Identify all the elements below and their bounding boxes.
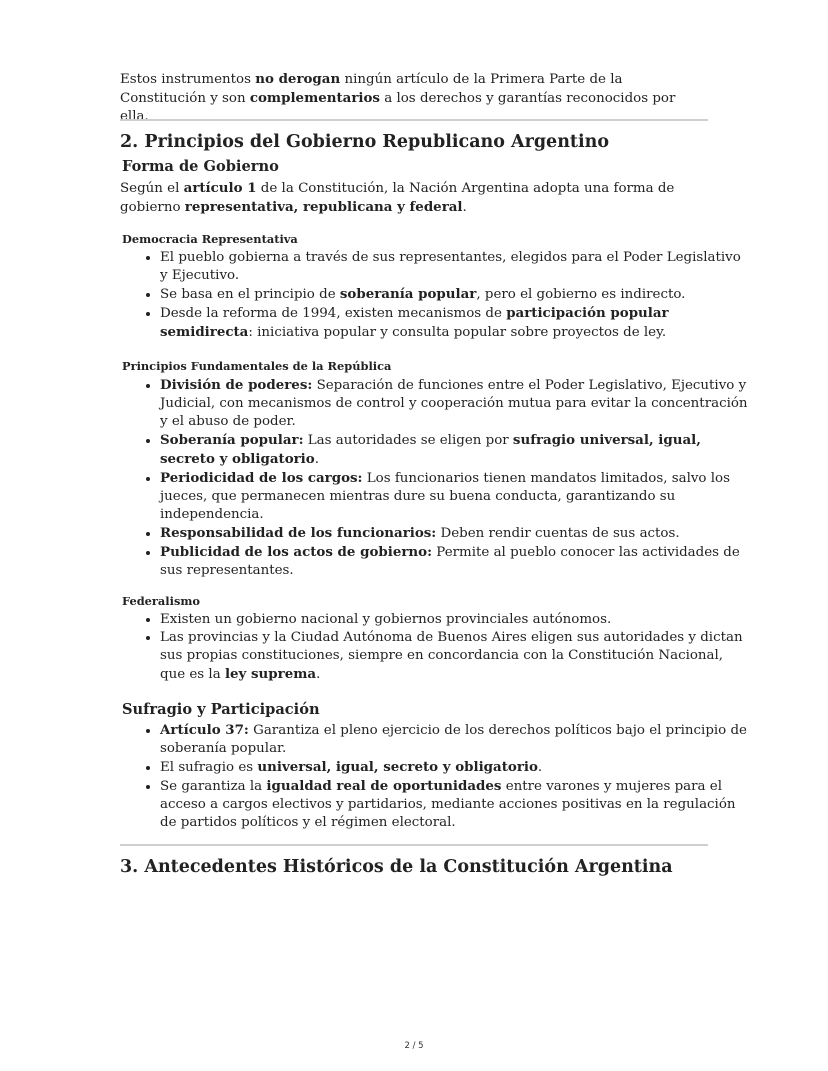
- page-number: 2 / 5: [404, 1041, 424, 1051]
- democracia-list: [120, 249, 748, 342]
- list-item: • Desde la reforma de 1994, existen mecanismos de participación popular semidirecta: iniciativa popular y consulta popular sobre proyectos de ley.: [160, 304, 748, 342]
- intro-bold-2: complementarios: [249, 90, 380, 106]
- list-item: • Periodicidad de los cargos: Los funcionarios tienen mandatos limitados, salvo los jueces, que permanecen mientras dure su buena conducta, garantizando su independencia.: [160, 469, 748, 524]
- federalismo-heading: Federalismo: [122, 594, 201, 608]
- list-item: • El pueblo gobierna a través de sus representantes, elegidos para el Poder Legislativo y Ejecutivo.: [160, 249, 748, 285]
- sufragio-list: [120, 721, 748, 832]
- federalismo-list: [120, 611, 748, 684]
- list-item: • División de poderes: Separación de funciones entre el Poder Legislativo, Ejecutivo y Judicial, con mecanismos de control y cooperación mutua para evitar la concentración y el abuso de poder.: [160, 376, 748, 431]
- list-item: • Artículo 37: Garantiza el pleno ejercicio de los derechos políticos bajo el principio de soberanía popular.: [160, 721, 748, 758]
- list-item: • Se basa en el principio de soberanía popular, pero el gobierno es indirecto.: [160, 285, 748, 304]
- democracia-heading: Democracia Representativa: [122, 232, 298, 246]
- list-item: • Existen un gobierno nacional y gobiernos provinciales autónomos.: [160, 611, 748, 629]
- intro-text-1: Estos instrumentos: [120, 72, 256, 87]
- list-item: • El sufragio es universal, igual, secreto y obligatorio.: [160, 758, 748, 777]
- list-item: • Soberanía popular: Las autoridades se eligen por sufragio universal, igual, secreto y obligatorio.: [160, 431, 748, 469]
- list-item: • Publicidad de los actos de gobierno: Permite al pueblo conocer las actividades de sus representantes.: [160, 543, 748, 580]
- sufragio-heading: Sufragio y Participación: [122, 701, 320, 718]
- divider: [120, 844, 708, 846]
- principios-list: [120, 376, 748, 580]
- forma-bold-1: artículo 1: [183, 180, 257, 196]
- forma-text-2: de la Constitución, la Nación Argentina adopta una forma de gobierno: [120, 181, 675, 215]
- section-2-title: 2. Principios del Gobierno Republicano Argentino: [120, 132, 610, 152]
- forma-text-3: .: [462, 200, 467, 215]
- intro-text-3: a los derechos y garantías reconocidos por ella.: [120, 91, 676, 124]
- forma-text-1: Según el: [120, 181, 184, 196]
- list-item: • Responsabilidad de los funcionarios: Deben rendir cuentas de sus actos.: [160, 524, 748, 543]
- intro-paragraph: [120, 70, 708, 126]
- intro-bold-1: no derogan: [255, 71, 341, 87]
- principios-heading: Principios Fundamentales de la República: [122, 359, 392, 373]
- divider: [120, 119, 708, 121]
- section-3-title: 3. Antecedentes Históricos de la Constitución Argentina: [120, 857, 673, 877]
- forma-bold-2: representativa, republicana y federal: [184, 199, 463, 215]
- forma-gobierno-heading: Forma de Gobierno: [122, 158, 279, 175]
- list-item: • Se garantiza la igualdad real de oportunidades entre varones y mujeres para el acceso a cargos electivos y partidarios, mediante acciones positivas en la regulación de partidos políticos y el régimen electoral.: [160, 777, 748, 832]
- forma-gobierno-paragraph: [120, 179, 708, 217]
- intro-text-2: ningún artículo de la Primera Parte de la Constitución y son: [120, 72, 623, 106]
- list-item: • Las provincias y la Ciudad Autónoma de Buenos Aires eligen sus autoridades y dictan sus propias constituciones, siempre en concordancia con la Constitución Nacional, que es la ley suprema.: [160, 629, 748, 684]
